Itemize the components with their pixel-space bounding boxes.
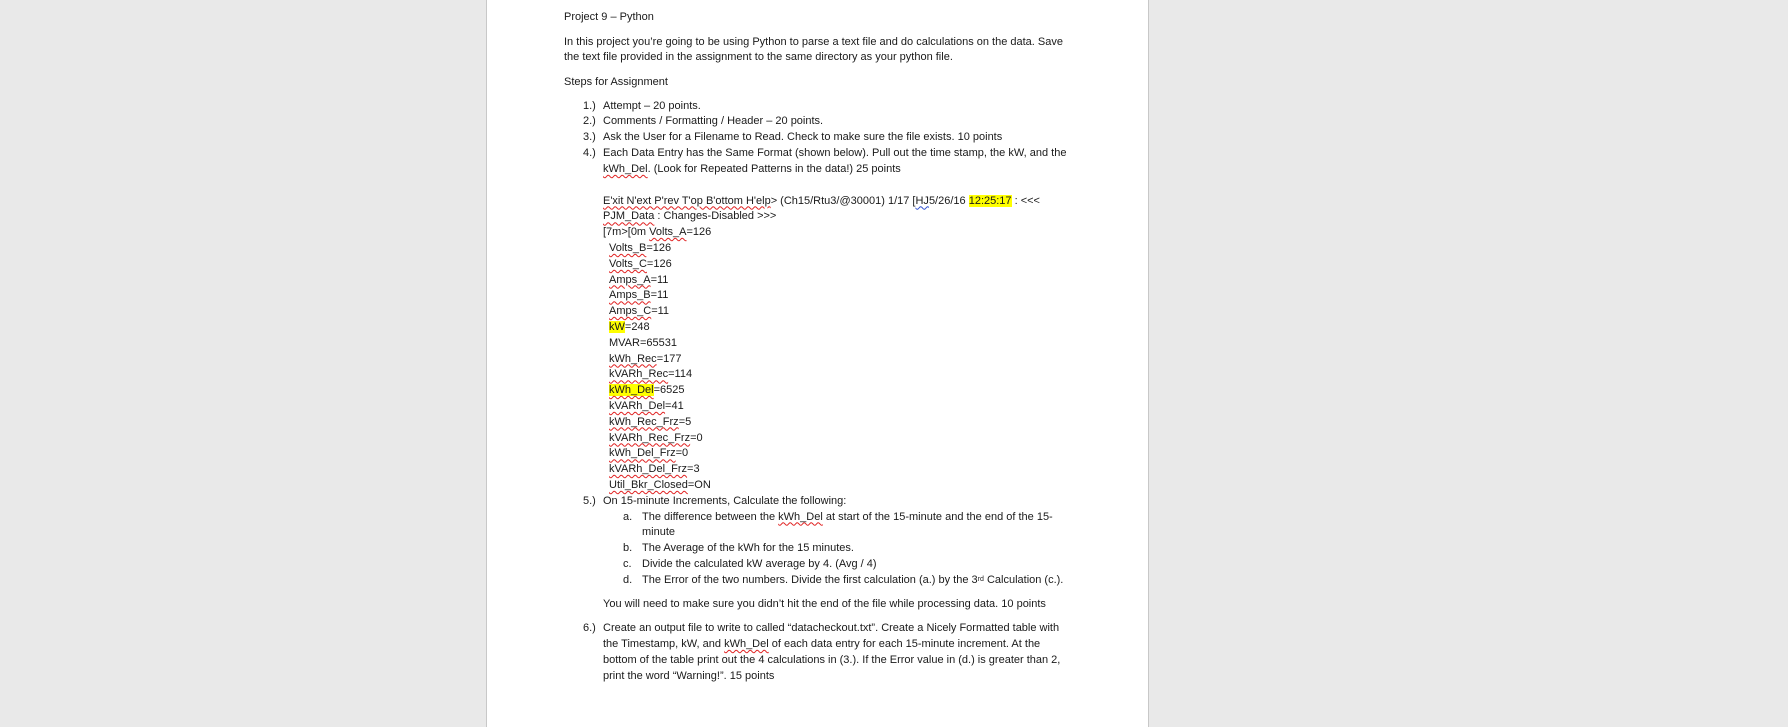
sample-field-value: =11 — [651, 305, 670, 318]
timestamp-highlight: 12:25:17 — [968, 194, 1012, 207]
step-2: 2.) Comments / Formatting / Header – 20 points. — [583, 115, 824, 128]
step-5: 5.) On 15-minute Increments, Calculate the following: — [583, 494, 847, 507]
sample-field-name: kWh_Rec_Frz — [609, 415, 679, 428]
document-title: Project 9 – Python — [564, 11, 654, 23]
sample-line-3: [7m>[0m Volts_A=126 — [603, 226, 712, 239]
sample-field-value: =ON — [687, 478, 711, 491]
sample-fields — [603, 241, 1084, 494]
step-1: 1.) Attempt – 20 points. — [583, 99, 701, 112]
sample-field-name: Amps_A — [609, 273, 651, 286]
step-4: 4.) Each Data Entry has the Same Format (shown below). Pull out the time stamp, the kW, and the kWh_Del. (Look for Repeated Patterns in the data!) 25 points — [583, 146, 1067, 175]
sample-field-value: =3 — [687, 463, 700, 476]
sample-field-name: kVARh_Del_Frz — [609, 463, 688, 476]
sample-field-line — [609, 399, 1084, 415]
sample-field-name: Volts_B — [609, 241, 647, 254]
sample-field-line — [609, 304, 1084, 320]
sample-field-value: =114 — [668, 368, 693, 381]
step-3: 3.) Ask the User for a Filename to Read. Check to make sure the file exists. 10 points — [583, 131, 1003, 144]
sample-field-line — [609, 336, 1084, 352]
steps-list — [564, 99, 1084, 178]
step-5-note: You will need to make sure you didn’t hit the end of the file while processing data. 10 points — [603, 597, 1046, 610]
sample-line-1: E'xit N'ext P'rev T'op B'ottom H'elp> (Ch15/Rtu3/@30001) 1/17 [HJ5/26/16 12:25:17 : <<< — [603, 194, 1040, 207]
sample-field-line — [609, 431, 1084, 447]
sample-field-name: kVARh_Rec — [609, 368, 669, 381]
step-5-sublist — [564, 510, 1084, 589]
sample-field-name: kWh_Rec — [609, 352, 657, 365]
sample-field-line — [609, 288, 1084, 304]
sample-field-name: Amps_B — [609, 289, 651, 302]
document-page — [486, 0, 1149, 727]
sample-data-block — [564, 194, 1084, 494]
sample-field-value: =248 — [624, 320, 650, 333]
steps-heading: Steps for Assignment — [564, 75, 668, 88]
sample-field-value: =65531 — [639, 336, 677, 349]
intro-paragraph: In this project you’re going to be using Python to parse a text file and do calculations on the data. Save the text file provided in the assignment to the same directory as your python file. — [564, 36, 1063, 64]
sample-field-value: =41 — [665, 399, 684, 412]
sample-field-name: Util_Bkr_Closed — [609, 478, 688, 491]
step-5-item-a: a. The difference between the kWh_Del at start of the 15-minute and the end of the 15- minute — [623, 510, 1053, 539]
sample-field-name: kVARh_Rec_Frz — [609, 431, 691, 444]
sample-field-line — [609, 352, 1084, 368]
sample-field-value: =126 — [646, 241, 672, 254]
step-5-item-c: c. Divide the calculated kW average by 4. (Avg / 4) — [623, 557, 877, 570]
sample-field-line — [609, 462, 1084, 478]
sample-field-value: =11 — [650, 289, 669, 302]
sample-field-name: kW — [609, 320, 625, 333]
sample-field-line — [609, 257, 1084, 273]
sample-field-value: =0 — [675, 447, 689, 460]
step-5-item-d: d. The Error of the two numbers. Divide the first calculation (a.) by the 3rd Calculation (c.). — [623, 573, 1064, 586]
sample-field-value: =0 — [690, 431, 703, 444]
sample-field-line — [609, 320, 1084, 336]
sample-field-name: Volts_C — [609, 257, 647, 270]
sample-field-line — [609, 478, 1084, 494]
sample-line-2: PJM_Data : Changes-Disabled >>> — [603, 210, 777, 223]
sample-field-line — [609, 241, 1084, 257]
sample-field-name: kWh_Del — [609, 384, 654, 397]
sample-field-line — [609, 415, 1084, 431]
step-5-item-b: b. The Average of the kWh for the 15 minutes. — [623, 542, 854, 555]
sample-field-value: =177 — [656, 352, 682, 365]
sample-field-value: =126 — [646, 257, 672, 270]
document-body — [564, 10, 1084, 684]
sample-field-line — [609, 446, 1084, 462]
sample-field-line — [609, 367, 1084, 383]
sample-field-line — [609, 383, 1084, 399]
sample-field-name: Amps_C — [609, 305, 652, 318]
sample-field-value: =11 — [650, 273, 669, 286]
sample-field-name: kVARh_Del — [609, 399, 666, 412]
sample-field-value: =6525 — [653, 384, 685, 397]
sample-field-value: =5 — [678, 415, 692, 428]
sample-field-name: MVAR — [609, 336, 640, 349]
sample-field-name: kWh_Del_Frz — [609, 447, 676, 460]
step-6: 6.) Create an output file to write to called “datacheckout.txt”. Create a Nicely Formatted table with the Timestamp, kW, and kWh_Del of each data entry for each 15-minute increment. At the bottom of the table print out the 4 calculations in (3.). If the Error value in (d.) is greater than 2, print the word “Warning!”. 15 points — [583, 622, 1061, 682]
sample-field-line — [609, 273, 1084, 289]
